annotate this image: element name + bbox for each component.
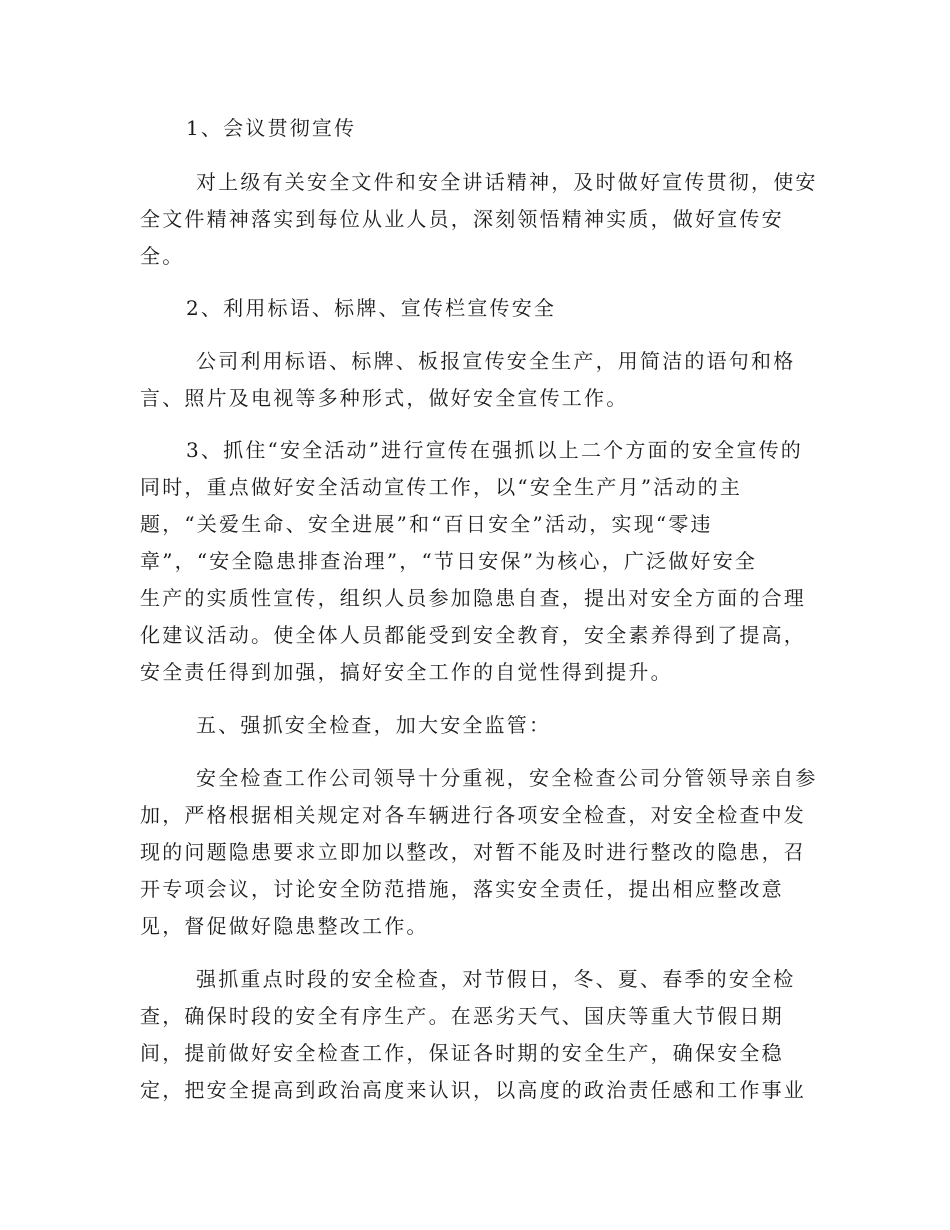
paragraph-line: 全。 — [140, 244, 185, 268]
paragraph-line: 现的问题隐患要求立即加以整改，对暂不能及时进行整改的隐患，召 — [140, 840, 806, 864]
paragraph-line: 全文件精神落实到每位从业人员，深刻领悟精神实质，做好宣传安 — [140, 207, 784, 231]
paragraph-line: 化建议活动。使全体人员都能受到安全教育，安全素养得到了提高， — [140, 623, 806, 647]
paragraph-line: 强抓重点时段的安全检查，对节假日，冬、夏、春季的安全检 — [196, 967, 796, 991]
paragraph-line: 开专项会议，讨论安全防范措施，落实安全责任，提出相应整改意 — [140, 877, 784, 901]
section-heading-2: 2、利用标语、标牌、宣传栏宣传安全 — [186, 296, 557, 320]
paragraph-line: 题，“关爱生命、安全进展”和“百日安全”活动，实现“零违 — [140, 512, 713, 536]
paragraph-line: 言、照片及电视等多种形式，做好安全宣传工作。 — [140, 386, 629, 410]
section-heading-5: 五、强抓安全检查，加大安全监管： — [196, 713, 552, 737]
paragraph-line: 公司利用标语、标牌、板报宣传安全生产，用简洁的语句和格 — [196, 349, 796, 373]
paragraph-line: 生产的实质性宣传，组织人员参加隐患自查，提出对安全方面的合理 — [140, 586, 806, 610]
section-heading-3: 3、抓住“安全活动”进行宣传在强抓以上二个方面的安全宣传的 — [186, 438, 803, 462]
paragraph-line: 查，确保时段的安全有序生产。在恶劣天气、国庆等重大节假日期 — [140, 1004, 784, 1028]
paragraph-line: 见，督促做好隐患整改工作。 — [140, 914, 429, 938]
paragraph-line: 同时，重点做好安全活动宣传工作，以“安全生产月”活动的主 — [140, 475, 743, 499]
section-heading-1: 1、会议贯彻宣传 — [186, 116, 357, 140]
paragraph-line: 安全检查工作公司领导十分重视，安全检查公司分管领导亲自参 — [196, 766, 818, 790]
paragraph-line: 定，把安全提高到政治高度来认识，以高度的政治责任感和工作事业 — [140, 1078, 806, 1102]
paragraph-line: 加，严格根据相关规定对各车辆进行各项安全检查，对安全检查中发 — [140, 803, 806, 827]
paragraph-line: 间，提前做好安全检查工作，保证各时期的安全生产，确保安全稳 — [140, 1041, 784, 1065]
paragraph-line: 对上级有关安全文件和安全讲话精神，及时做好宣传贯彻，使安 — [196, 170, 818, 194]
paragraph-line: 章”，“安全隐患排查治理”，“节日安保”为核心，广泛做好安全 — [140, 549, 758, 573]
paragraph-line: 安全责任得到加强，搞好安全工作的自觉性得到提升。 — [140, 660, 673, 684]
